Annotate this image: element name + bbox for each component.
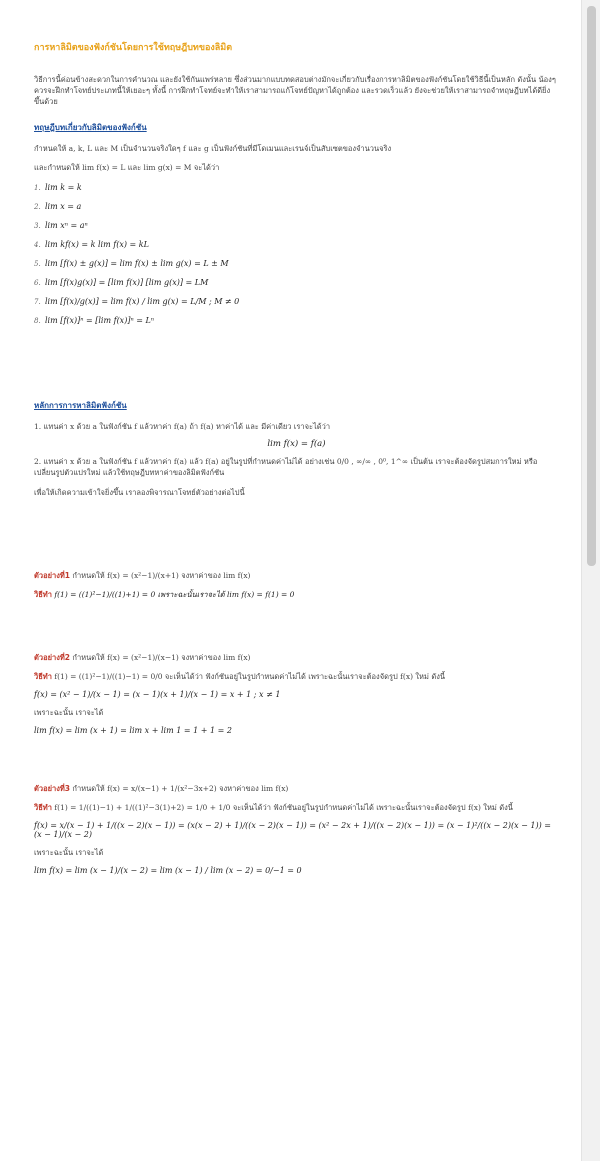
example-2-label: ตัวอย่างที่2	[34, 653, 71, 662]
theorem-rule	[34, 278, 559, 287]
theorem-given-2: และกำหนดให้ lim f(x) = L และ lim g(x) = M จะได้ว่า	[34, 163, 220, 172]
principle-1-equation: lim f(x) = f(a)	[267, 439, 326, 449]
example-2-therefore: เพราะฉะนั้น เราจะได้	[34, 708, 104, 717]
theorem-rule-expression: lim [f(x)g(x)] = [lim f(x)] [lim g(x)] = LM	[45, 278, 209, 287]
theorem-rule	[34, 240, 559, 249]
theorem-rule	[34, 316, 559, 325]
scrollbar-thumb[interactable]	[587, 6, 596, 566]
theorem-rule-number: 5.	[34, 260, 41, 268]
document-title: การหาลิมิตของฟังก์ชันโดยการใช้ทฤษฎีบทของลิมิต	[34, 43, 233, 53]
theorem-rule	[34, 297, 559, 306]
example-3-step-2: lim f(x) = lim (x − 1)/(x − 2) = lim (x − 1) / lim (x − 2) = 0/−1 = 0	[34, 866, 302, 875]
example-1-solution-label: วิธีทำ	[34, 590, 52, 599]
theorem-given-1: กำหนดให้ a, k, L และ M เป็นจำนวนจริงใดๆ f และ g เป็นฟังก์ชันที่มีโดเมนและเรนจ์เป็นสับเซตของจำนวนจริง	[34, 144, 392, 153]
example-1-question: กำหนดให้ f(x) = (x²−1)/(x+1) จงหาค่าของ lim f(x)	[72, 571, 251, 580]
principle-3: เพื่อให้เกิดความเข้าใจยิ่งขึ้น เราลองพิจารณาโจทย์ตัวอย่างต่อไปนี้	[34, 488, 245, 497]
example-1	[34, 570, 559, 600]
principle-1: 1. แทนค่า x ด้วย a ในฟังก์ชัน f แล้วหาค่า f(a) ถ้า f(a) หาค่าได้ และ มีค่าเดียว เราจะได้ว่า	[34, 422, 331, 431]
theorem-rule-number: 3.	[34, 222, 41, 230]
principle-2: 2. แทนค่า x ด้วย a ในฟังก์ชัน f แล้วหาค่า f(a) แล้ว f(a) อยู่ในรูปที่กำหนดค่าไม่ได้ อย่างเช่น 0/0 , ∞/∞ , 0⁰, 1^∞ เป็นต้น เราจะต้องจัดรูปสมการใหม่ หรือ เปลี่ยนรูปตัวแปรใหม่ แล้วใช้ทฤษฎีบทหาค่าของลิมิตฟังก์ชัน	[34, 457, 538, 477]
example-3-therefore: เพราะฉะนั้น เราจะได้	[34, 848, 104, 857]
theorem-rule-number: 8.	[34, 317, 41, 325]
theorem-rule-number: 6.	[34, 279, 41, 287]
example-3-solution: f(1) = 1/((1)−1) + 1/((1)²−3(1)+2) = 1/0 + 1/0 จะเห็นได้ว่า ฟังก์ชันอยู่ในรูปกำหนดค่าไม่ได้ เพราะฉะนั้นเราจะต้องจัดรูป f(x) ใหม่ ดังนี้	[54, 803, 513, 812]
example-1-label: ตัวอย่างที่1	[34, 571, 71, 580]
intro-paragraph: วิธีการนี้ค่อนข้างสะดวกในการคำนวณ และยังใช้กันแพร่หลาย ซึ่งส่วนมากแบบทดสอบต่างมักจะเกี่ยวกับเรื่องการหาลิมิตของฟังก์ชันโดยใช้วิธีนี้เป็นหลัก ดังนั้น น้องๆควรจะฝึกทำโจทย์ประเภทนี้ให้เยอะๆ ทั้งนี้ การฝึกทำโจทย์จะทำให้เราสามารถแก้โจทย์ปัญหาได้ถูกต้อง และรวดเร็วแล้ว ยังจะช่วยให้เราสามารถจำทฤษฎีบทได้ดียิ่งขึ้นด้วย	[34, 75, 556, 106]
theorem-rule-expression: lim kf(x) = k lim f(x) = kL	[45, 240, 149, 249]
example-3-solution-label: วิธีทำ	[34, 803, 52, 812]
example-3	[34, 783, 559, 875]
theorem-rule-expression: lim [f(x)]ⁿ = [lim f(x)]ⁿ = Lⁿ	[45, 316, 155, 325]
theorem-rule-number: 7.	[34, 298, 41, 306]
theorem-rule	[34, 259, 559, 268]
theorem-rule-expression: lim [f(x)/g(x)] = lim f(x) / lim g(x) = L/M ; M ≠ 0	[45, 297, 240, 306]
theorem-rule-expression: lim k = k	[45, 183, 82, 192]
theorem-rule-number: 2.	[34, 203, 41, 211]
theorem-rule-expression: lim x = a	[45, 202, 82, 211]
principle-heading: หลักการการหาลิมิตฟังก์ชัน	[34, 400, 127, 410]
document-content	[34, 40, 559, 883]
example-2-solution: f(1) = ((1)²−1)/((1)−1) = 0/0 จะเห็นได้ว่า ฟังก์ชันอยู่ในรูปกำหนดค่าไม่ได้ เพราะฉะนั้นเราจะต้องจัดรูป f(x) ใหม่ ดังนี้	[54, 672, 445, 681]
theorem-rule	[34, 202, 559, 211]
example-3-question: กำหนดให้ f(x) = x/(x−1) + 1/(x²−3x+2) จงหาค่าของ lim f(x)	[72, 784, 289, 793]
theorem-rule-expression: lim xⁿ = aⁿ	[45, 221, 88, 230]
example-3-label: ตัวอย่างที่3	[34, 784, 71, 793]
theorem-rules-list	[34, 183, 559, 325]
theorem-rule	[34, 221, 559, 230]
theorem-rule	[34, 183, 559, 192]
example-1-solution: f(1) = ((1)²−1)/((1)+1) = 0 เพราะฉะนั้นเราจะได้ lim f(x) = f(1) = 0	[54, 590, 295, 599]
theorem-rule-number: 4.	[34, 241, 41, 249]
example-3-step-1: f(x) = x/(x − 1) + 1/((x − 2)(x − 1)) = (x(x − 2) + 1)/((x − 2)(x − 1)) = (x² − 2x + 1)/((x − 2)(x − 1)) = (x − 1)²/((x − 2)(x − 1)) = (x − 1)/(x − 2)	[34, 821, 551, 839]
example-2-step-2: lim f(x) = lim (x + 1) = lim x + lim 1 = 1 + 1 = 2	[34, 726, 232, 735]
example-2	[34, 652, 559, 735]
theorem-heading: ทฤษฎีบทเกี่ยวกับลิมิตของฟังก์ชัน	[34, 122, 147, 132]
theorem-rule-number: 1.	[34, 184, 41, 192]
example-2-step-1: f(x) = (x² − 1)/(x − 1) = (x − 1)(x + 1)/(x − 1) = x + 1 ; x ≠ 1	[34, 690, 281, 699]
example-2-question: กำหนดให้ f(x) = (x²−1)/(x−1) จงหาค่าของ lim f(x)	[72, 653, 251, 662]
example-2-solution-label: วิธีทำ	[34, 672, 52, 681]
vertical-scrollbar[interactable]	[581, 0, 600, 1161]
theorem-rule-expression: lim [f(x) ± g(x)] = lim f(x) ± lim g(x) = L ± M	[45, 259, 229, 268]
